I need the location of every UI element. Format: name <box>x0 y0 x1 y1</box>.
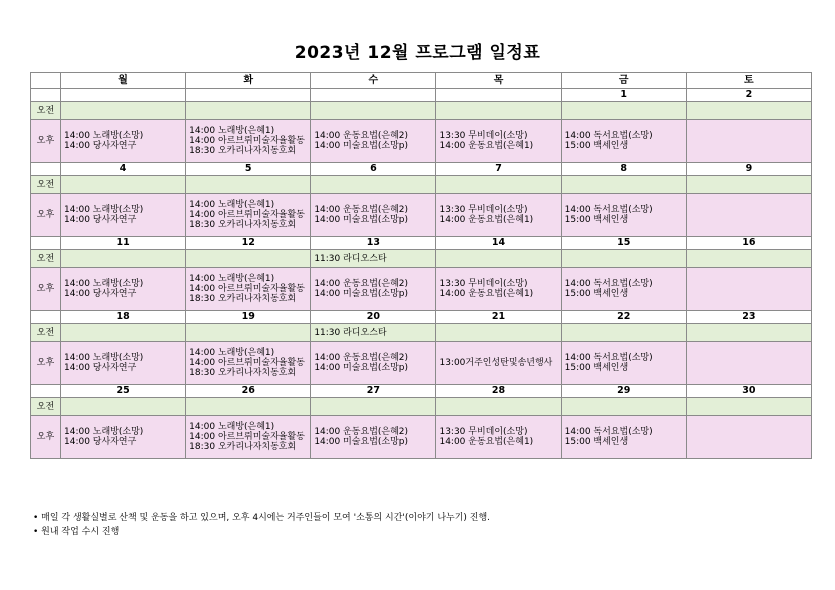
morning-row <box>31 250 812 268</box>
afternoon-row <box>31 194 812 237</box>
program-entry: 14:00 미술요법(소망p) <box>314 141 409 151</box>
date-cell: 30 <box>686 385 811 398</box>
date-cell: 27 <box>311 385 436 398</box>
afternoon-cell <box>186 268 311 311</box>
program-entry: 14:00 미술요법(소망p) <box>314 363 409 373</box>
weekday-header: 화 <box>186 73 311 89</box>
morning-cell <box>436 250 561 268</box>
date-cell: 22 <box>561 311 686 324</box>
afternoon-row <box>31 416 812 459</box>
date-row <box>31 311 812 324</box>
weekday-header: 월 <box>61 73 186 89</box>
morning-row <box>31 102 812 120</box>
morning-cell <box>686 398 811 416</box>
morning-cell <box>61 324 186 342</box>
morning-cell <box>686 102 811 120</box>
weekday-header: 수 <box>311 73 436 89</box>
afternoon-cell <box>561 120 686 163</box>
date-cell: 16 <box>686 237 811 250</box>
program-entry: 14:00 당사자연구 <box>64 437 137 447</box>
program-entry: 14:00 노래방(은혜1) <box>189 274 275 284</box>
weekday-header-row <box>31 73 812 89</box>
program-entry: 14:00 운동요법(은혜1) <box>439 289 534 299</box>
program-entry: 18:30 오카리나자치동호회 <box>189 146 297 156</box>
date-row-label <box>31 311 61 324</box>
date-row <box>31 163 812 176</box>
date-cell: 7 <box>436 163 561 176</box>
afternoon-cell <box>186 194 311 237</box>
program-entry: 14:00 아르브뤼미술자율활동 <box>189 210 305 220</box>
afternoon-cell <box>311 342 436 385</box>
morning-cell <box>186 398 311 416</box>
morning-cell <box>561 398 686 416</box>
program-entry: 14:00 노래방(소망) <box>64 279 144 289</box>
program-entry: 14:00 운동요법(은혜2) <box>314 427 409 437</box>
program-entry: 14:00 아르브뤼미술자율활동 <box>189 284 305 294</box>
afternoon-cell <box>61 120 186 163</box>
afternoon-cell <box>686 120 811 163</box>
date-cell: 15 <box>561 237 686 250</box>
afternoon-cell <box>61 342 186 385</box>
date-row <box>31 237 812 250</box>
program-entry: 14:00 독서요법(소망) <box>564 205 653 215</box>
program-entry: 14:00 노래방(은혜1) <box>189 348 275 358</box>
weekday-header: 목 <box>436 73 561 89</box>
afternoon-cell <box>61 268 186 311</box>
afternoon-cell <box>311 416 436 459</box>
program-entry: 18:30 오카리나자치동호회 <box>189 220 297 230</box>
afternoon-cell <box>186 416 311 459</box>
morning-cell <box>186 102 311 120</box>
date-cell: 13 <box>311 237 436 250</box>
program-entry: 15:00 백세인생 <box>564 363 629 373</box>
date-cell: 4 <box>61 163 186 176</box>
morning-cell <box>561 324 686 342</box>
morning-cell <box>311 398 436 416</box>
morning-cell <box>686 324 811 342</box>
afternoon-cell <box>686 416 811 459</box>
program-entry: 14:00 미술요법(소망p) <box>314 289 409 299</box>
morning-cell <box>61 398 186 416</box>
date-cell: 19 <box>186 311 311 324</box>
date-cell <box>186 89 311 102</box>
morning-cell <box>436 324 561 342</box>
date-cell: 12 <box>186 237 311 250</box>
date-cell: 11 <box>61 237 186 250</box>
morning-cell <box>61 176 186 194</box>
program-entry: 14:00 당사자연구 <box>64 215 137 225</box>
program-entry: 14:00 노래방(소망) <box>64 427 144 437</box>
note-item: • 매일 각 생활실별로 산책 및 운동을 하고 있으며, 오후 4시에는 거주인들이 모여 '소통의 시간'(이야기 나누기) 진행. <box>33 513 491 523</box>
date-cell <box>61 89 186 102</box>
program-entry: 14:00 운동요법(은혜2) <box>314 279 409 289</box>
date-cell: 29 <box>561 385 686 398</box>
date-cell: 1 <box>561 89 686 102</box>
date-cell: 20 <box>311 311 436 324</box>
program-entry: 13:00거주인성탄및송년행사 <box>439 358 553 368</box>
program-entry: 15:00 백세인생 <box>564 215 629 225</box>
date-cell: 14 <box>436 237 561 250</box>
program-entry: 14:00 운동요법(은혜2) <box>314 353 409 363</box>
morning-cell <box>61 102 186 120</box>
date-cell <box>436 89 561 102</box>
program-entry: 14:00 노래방(은혜1) <box>189 422 275 432</box>
morning-cell <box>436 102 561 120</box>
program-entry: 14:00 노래방(소망) <box>64 131 144 141</box>
afternoon-cell <box>311 268 436 311</box>
program-entry: 14:00 당사자연구 <box>64 289 137 299</box>
date-cell: 18 <box>61 311 186 324</box>
program-entry: 13:30 무비데이(소망) <box>439 279 528 289</box>
date-cell: 9 <box>686 163 811 176</box>
morning-cell <box>61 250 186 268</box>
morning-label: 오전 <box>31 250 61 268</box>
morning-cell <box>186 250 311 268</box>
program-entry: 14:00 운동요법(은혜1) <box>439 215 534 225</box>
weekday-header: 토 <box>686 73 811 89</box>
program-entry: 14:00 노래방(소망) <box>64 205 144 215</box>
afternoon-cell <box>561 194 686 237</box>
morning-cell <box>561 250 686 268</box>
afternoon-row <box>31 342 812 385</box>
afternoon-cell <box>436 194 561 237</box>
morning-cell: 11:30 라디오스타 <box>311 324 436 342</box>
program-entry: 14:00 운동요법(은혜1) <box>439 437 534 447</box>
weekday-header: 금 <box>561 73 686 89</box>
morning-cell <box>186 324 311 342</box>
morning-cell <box>686 176 811 194</box>
morning-cell: 11:30 라디오스타 <box>311 250 436 268</box>
morning-cell <box>561 102 686 120</box>
program-entry: 14:00 미술요법(소망p) <box>314 437 409 447</box>
date-cell: 5 <box>186 163 311 176</box>
program-entry: 15:00 백세인생 <box>564 141 629 151</box>
afternoon-cell <box>311 120 436 163</box>
date-cell: 8 <box>561 163 686 176</box>
morning-cell <box>311 102 436 120</box>
program-entry: 14:00 미술요법(소망p) <box>314 215 409 225</box>
program-entry: 14:00 독서요법(소망) <box>564 279 653 289</box>
program-entry: 14:00 아르브뤼미술자율활동 <box>189 358 305 368</box>
corner-cell <box>31 73 61 89</box>
program-entry: 18:30 오카리나자치동호회 <box>189 294 297 304</box>
morning-cell <box>436 176 561 194</box>
morning-row <box>31 324 812 342</box>
afternoon-label: 오후 <box>31 120 61 163</box>
afternoon-cell <box>186 120 311 163</box>
program-entry: 14:00 노래방(은혜1) <box>189 126 275 136</box>
program-entry: 14:00 아르브뤼미술자율활동 <box>189 432 305 442</box>
afternoon-cell <box>436 268 561 311</box>
afternoon-cell <box>686 342 811 385</box>
note-item: • 원내 작업 수시 진행 <box>33 527 120 537</box>
morning-cell <box>186 176 311 194</box>
morning-label: 오전 <box>31 176 61 194</box>
program-entry: 14:00 운동요법(은혜2) <box>314 131 409 141</box>
program-entry: 14:00 당사자연구 <box>64 363 137 373</box>
schedule-table <box>30 72 812 459</box>
morning-cell <box>311 176 436 194</box>
date-row <box>31 385 812 398</box>
program-entry: 14:00 노래방(소망) <box>64 353 144 363</box>
afternoon-cell <box>311 194 436 237</box>
program-entry: 14:00 운동요법(은혜2) <box>314 205 409 215</box>
date-row-label <box>31 385 61 398</box>
date-cell: 6 <box>311 163 436 176</box>
morning-row <box>31 398 812 416</box>
program-entry: 18:30 오카리나자치동호회 <box>189 442 297 452</box>
morning-cell <box>561 176 686 194</box>
program-entry: 14:00 당사자연구 <box>64 141 137 151</box>
afternoon-cell <box>686 268 811 311</box>
program-entry: 18:30 오카리나자치동호회 <box>189 368 297 378</box>
afternoon-cell <box>561 342 686 385</box>
afternoon-row <box>31 268 812 311</box>
program-entry: 14:00 운동요법(은혜1) <box>439 141 534 151</box>
afternoon-cell <box>61 194 186 237</box>
date-row-label <box>31 237 61 250</box>
afternoon-cell <box>436 342 561 385</box>
notes-section <box>33 511 490 539</box>
page-title: 2023년 12월 프로그램 일정표 <box>294 43 541 63</box>
afternoon-cell <box>186 342 311 385</box>
morning-label: 오전 <box>31 102 61 120</box>
morning-label: 오전 <box>31 324 61 342</box>
program-entry: 13:30 무비데이(소망) <box>439 205 528 215</box>
program-entry: 14:00 노래방(은혜1) <box>189 200 275 210</box>
date-cell: 25 <box>61 385 186 398</box>
program-entry: 13:30 무비데이(소망) <box>439 131 528 141</box>
date-cell: 21 <box>436 311 561 324</box>
afternoon-cell <box>436 416 561 459</box>
morning-label: 오전 <box>31 398 61 416</box>
morning-cell <box>436 398 561 416</box>
date-cell: 26 <box>186 385 311 398</box>
afternoon-row <box>31 120 812 163</box>
program-entry: 14:00 독서요법(소망) <box>564 131 653 141</box>
afternoon-label: 오후 <box>31 416 61 459</box>
afternoon-cell <box>436 120 561 163</box>
afternoon-label: 오후 <box>31 268 61 311</box>
date-cell: 2 <box>686 89 811 102</box>
date-row <box>31 89 812 102</box>
morning-cell <box>686 250 811 268</box>
morning-row <box>31 176 812 194</box>
afternoon-label: 오후 <box>31 194 61 237</box>
program-entry: 13:30 무비데이(소망) <box>439 427 528 437</box>
date-cell: 23 <box>686 311 811 324</box>
afternoon-cell <box>686 194 811 237</box>
afternoon-cell <box>61 416 186 459</box>
afternoon-label: 오후 <box>31 342 61 385</box>
date-cell <box>311 89 436 102</box>
program-entry: 15:00 백세인생 <box>564 289 629 299</box>
date-row-label <box>31 89 61 102</box>
program-entry: 14:00 독서요법(소망) <box>564 353 653 363</box>
program-entry: 14:00 아르브뤼미술자율활동 <box>189 136 305 146</box>
program-entry: 14:00 독서요법(소망) <box>564 427 653 437</box>
afternoon-cell <box>561 268 686 311</box>
date-cell: 28 <box>436 385 561 398</box>
program-entry: 15:00 백세인생 <box>564 437 629 447</box>
date-row-label <box>31 163 61 176</box>
afternoon-cell <box>561 416 686 459</box>
